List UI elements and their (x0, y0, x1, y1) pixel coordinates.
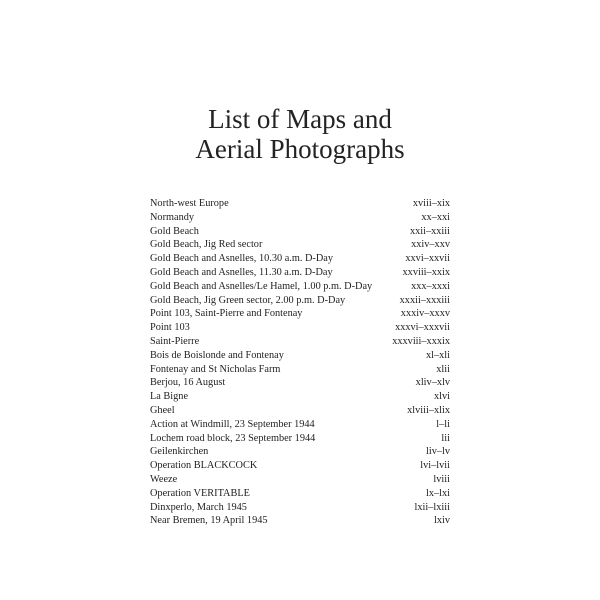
list-item (150, 266, 450, 280)
page-range: xxii–xxiii (409, 225, 450, 237)
page-title-line-1: List of Maps and (208, 104, 392, 134)
page-range: xlii (436, 363, 450, 375)
page-range: xlviii–xlix (407, 404, 450, 416)
map-title: Lochem road block, 23 September 1944 (150, 432, 316, 444)
list-item (150, 418, 450, 432)
map-title: Gold Beach and Asnelles, 11.30 a.m. D-Day (150, 266, 333, 278)
page-range: xxvi–xxvii (405, 253, 450, 265)
map-title: Geilenkirchen (150, 446, 209, 458)
page-range: lii (441, 432, 450, 444)
page-range: xxxvi–xxxvii (395, 322, 450, 334)
page-range: xxiv–xxv (411, 239, 450, 251)
page-range: xxxii–xxxiii (399, 294, 450, 306)
map-title: Gold Beach (150, 225, 199, 237)
page-range: xxviii–xxix (402, 266, 450, 278)
list-item (150, 197, 450, 211)
map-title: North-west Europe (150, 198, 229, 209)
page-range: xxxiv–xxxv (400, 308, 450, 320)
list-item (150, 501, 450, 515)
list-item (150, 211, 450, 225)
map-title: Fontenay and St Nicholas Farm (150, 363, 281, 375)
map-title: Action at Windmill, 23 September 1944 (150, 418, 315, 430)
map-title: Point 103, Saint-Pierre and Fontenay (150, 308, 303, 320)
page-range: xviii–xix (412, 198, 450, 209)
page-range: l–li (436, 418, 450, 430)
map-title: Point 103 (150, 322, 190, 334)
map-title: Operation BLACKCOCK (150, 460, 258, 472)
map-title: Weeze (150, 473, 178, 485)
list-item (150, 404, 450, 418)
map-title: Normandy (150, 211, 195, 223)
page-range: liv–lv (425, 446, 450, 458)
map-title: Gold Beach, Jig Green sector, 2.00 p.m. D-Day (150, 294, 346, 306)
page-range: lxii–lxiii (414, 501, 450, 513)
map-title: Gold Beach, Jig Red sector (150, 239, 263, 251)
list-item (150, 280, 450, 294)
page-range: lxiv (433, 515, 450, 527)
page-range: lviii (433, 473, 450, 485)
list-item (150, 349, 450, 363)
page-range: xxxviii–xxxix (392, 335, 450, 347)
list-item (150, 225, 450, 239)
list-item (150, 445, 450, 459)
list-item (150, 487, 450, 501)
list-item (150, 335, 450, 349)
page-range: xlvi (433, 391, 450, 403)
map-title: Gheel (150, 404, 175, 416)
map-title: Bois de Boislonde and Fontenay (150, 349, 284, 361)
list-item (150, 321, 450, 335)
list-item (150, 294, 450, 308)
maps-list (150, 197, 450, 528)
page-title (0, 104, 600, 164)
page-range: lvi–lvii (420, 460, 450, 472)
map-title: Gold Beach and Asnelles/Le Hamel, 1.00 p.m. D-Day (150, 280, 373, 292)
list-item (150, 432, 450, 446)
page-range: lx–lxi (425, 487, 450, 499)
list-item (150, 238, 450, 252)
list-item (150, 473, 450, 487)
list-item (150, 390, 450, 404)
page-range: xx–xxi (421, 211, 450, 223)
page-range: xxx–xxxi (411, 280, 450, 292)
list-item (150, 459, 450, 473)
map-title: La Bigne (150, 391, 189, 403)
map-title: Gold Beach and Asnelles, 10.30 a.m. D-Day (150, 253, 334, 265)
map-title: Near Bremen, 19 April 1945 (150, 515, 268, 527)
map-title: Operation VERITABLE (150, 487, 250, 499)
list-item (150, 514, 450, 528)
list-item (150, 252, 450, 266)
page-range: xliv–xlv (415, 377, 450, 389)
list-item (150, 376, 450, 390)
page-range: xl–xli (425, 349, 450, 361)
map-title: Berjou, 16 August (150, 377, 226, 389)
page-title-line-2: Aerial Photographs (195, 134, 405, 164)
list-item (150, 363, 450, 377)
list-item (150, 307, 450, 321)
map-title: Saint-Pierre (150, 335, 200, 347)
map-title: Dinxperlo, March 1945 (150, 501, 247, 513)
